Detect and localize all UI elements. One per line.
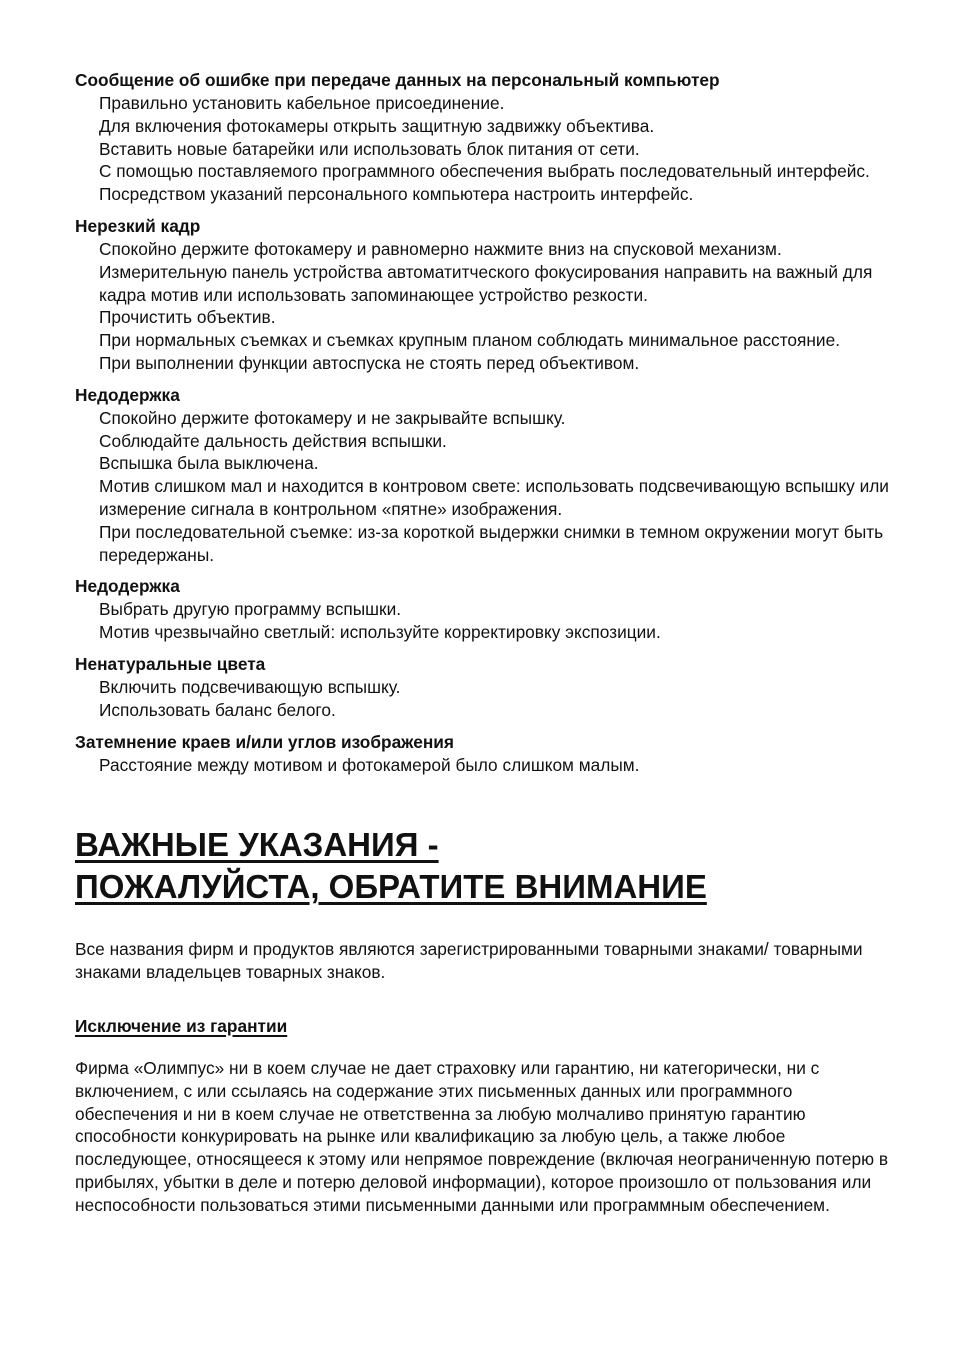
important-heading-line2: ПОЖАЛУЙСТА, ОБРАТИТЕ ВНИМАНИЕ [75,868,707,906]
list-item: Включить подсвечивающую вспышку. [99,676,401,697]
list-item: При нормальных съемках и съемках крупным планом соблюдать минимальное расстояние. [99,330,841,351]
section-transfer-error [75,69,890,206]
important-heading [75,824,890,908]
list-item: Расстояние между мотивом и фотокамерой было слишком малым. [99,754,640,775]
list-item: Вспышка была выключена. [99,453,319,474]
section-title: Нерезкий кадр [75,215,201,236]
important-heading-line1: ВАЖНЫЕ УКАЗАНИЯ - [75,826,439,864]
section-title: Затемнение краев и/или углов изображения [75,731,454,752]
list-item: Измерительную панель устройства автоматитческого фокусирования направить на важный для кадра мотив или использовать запоминающее устройство резкости. [99,261,873,305]
list-item: Спокойно держите фотокамеру и не закрывайте вспышку. [99,407,566,428]
list-item: Вставить новые батарейки или использовать блок питания от сети. [99,138,640,159]
list-item: Для включения фотокамеры открыть защитную задвижку объектива. [99,115,655,136]
section-unnatural-colors [75,653,890,722]
section-title: Недодержка [75,384,180,405]
section-title: Ненатуральные цвета [75,653,266,674]
section-underexposure-1 [75,384,890,567]
list-item: Прочистить объектив. [99,307,276,328]
list-item: Мотив слишком мал и находится в контровом свете: использовать подсвечивающую вспышку или измерение сигнала в контрольном «пятне» изображения. [99,476,889,519]
list-item: Соблюдайте дальность действия вспышки. [99,430,447,451]
list-item: Мотив чрезвычайно светлый: используйте корректировку экспозиции. [99,622,661,643]
list-item: Правильно установить кабельное присоединение. [99,93,505,113]
page [75,69,890,1217]
trademark-notice: Все названия фирм и продуктов являются зарегистрированными товарными знаками/ товарными знаками владельцев товарных знаков. [75,939,863,983]
section-title: Сообщение об ошибке при передаче данных на персональный компьютер [75,70,720,90]
section-title: Недодержка [75,576,180,597]
section-vignetting [75,731,890,777]
warranty-text: Фирма «Олимпус» ни в коем случае не дает страховку или гарантию, ни категорически, ни с включением, с или ссылаясь на содержание этих письменных данных или программного обеспечения и ни в коем случае не ответственна за любую молчаливо принятую гарантию способности конкурировать на рынке или квалификацию за любую цель, а также любое последующее, относящееся к этому или непрямое повреждение (включая неограниченную потерю в прибылях, убытки в деле и потерю деловой информации), которое произошло от пользования или неспособности пользоваться этими письменными данными или программным обеспечением. [75,1057,889,1215]
list-item: Посредством указаний персонального компьютера настроить интерфейс. [99,184,694,205]
warranty-heading: Исключение из гарантии [75,1015,288,1036]
list-item: При последовательной съемке: из-за короткой выдержки снимки в темном окружении могут быть передержаны. [99,521,884,565]
list-item: Спокойно держите фотокамеру и равномерно нажмите вниз на спусковой механизм. [99,238,782,259]
list-item: При выполнении функции автоспуска не стоять перед объективом. [99,352,640,373]
list-item: Выбрать другую программу вспышки. [99,599,402,620]
section-blurry-frame [75,215,890,375]
list-item: Использовать баланс белого. [99,699,336,720]
list-item: С помощью поставляемого программного обеспечения выбрать последовательный интерфейс. [99,161,870,182]
section-underexposure-2 [75,575,890,644]
